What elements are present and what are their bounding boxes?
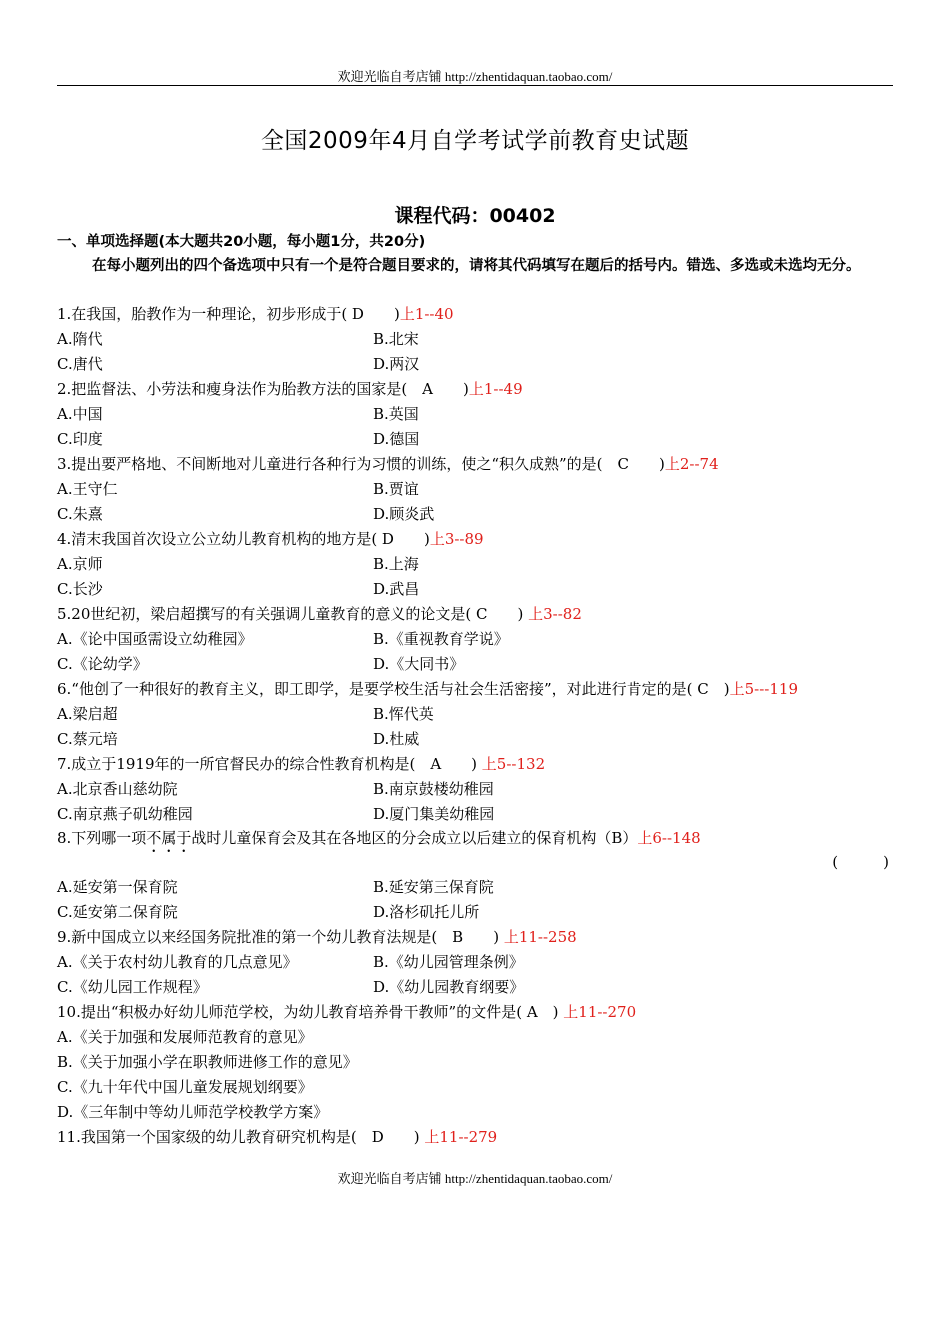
- option-c: C.《幼儿园工作规程》: [57, 978, 208, 996]
- option-row: [57, 552, 893, 577]
- option-row: [57, 577, 893, 602]
- option-b: B.北宋: [373, 330, 419, 348]
- option-b: B.英国: [373, 405, 419, 423]
- question-1: [57, 302, 893, 327]
- option-a: A.延安第一保育院: [57, 878, 178, 896]
- option-c: C.《九十年代中国儿童发展规划纲要》: [57, 1078, 313, 1096]
- option-c: C.《论幼学》: [57, 655, 148, 673]
- question-stem: 10.提出“积极办好幼儿师范学校，为幼儿教育培养骨干教师”的文件是( A ): [57, 1003, 564, 1021]
- option-b: B.贾谊: [373, 480, 419, 498]
- option-row: [57, 502, 893, 527]
- option-c: C.朱熹: [57, 505, 103, 523]
- option-d: D.《大同书》: [373, 655, 465, 673]
- option-a: A.《关于加强和发展师范教育的意见》: [57, 1028, 313, 1046]
- page-reference: 上11--270: [563, 1003, 637, 1021]
- question-8: [57, 827, 893, 849]
- page-footer: 欢迎光临自考店铺 http://zhentidaquan.taobao.com/: [337, 1171, 613, 1186]
- course-code: 课程代码：00402: [394, 205, 556, 227]
- page-reference: 上1--49: [468, 380, 523, 398]
- option-d: D.杜威: [373, 730, 420, 748]
- question-stem: 战时儿童保育会及其在各地区的分会成立以后建立的保育机构（B）: [191, 829, 638, 847]
- option-d: D.武昌: [373, 580, 420, 598]
- page-reference: 上11--258: [503, 928, 577, 946]
- question-4: [57, 527, 893, 552]
- question-6: [57, 677, 893, 702]
- emphasized-text: 不属于: [146, 829, 192, 847]
- option-b: B.《关于加强小学在职教师进修工作的意见》: [57, 1053, 358, 1071]
- option-row: [57, 727, 893, 752]
- question-stem: 6.“他创了一种很好的教育主义，即工即学，是要学校生活与社会生活密接”，对此进行肯定的是( C ): [57, 680, 730, 698]
- question-stem: 5.20世纪初，梁启超撰写的有关强调儿童教育的意义的论文是( C ): [57, 605, 529, 623]
- page-reference: 上5--132: [481, 755, 546, 773]
- question-stem: 9.新中国成立以来经国务院批准的第一个幼儿教育法规是( B ): [57, 928, 504, 946]
- question-stem: 11.我国第一个国家级的幼儿教育研究机构是( D ): [57, 1128, 425, 1146]
- question-5: [57, 602, 893, 627]
- question-2: [57, 377, 893, 402]
- page-reference: 上1--40: [399, 305, 454, 323]
- option-row: [57, 802, 893, 827]
- option-b: B.恽代英: [373, 705, 434, 723]
- option-d: D.《三年制中等幼儿师范学校教学方案》: [57, 1103, 329, 1121]
- question-3: [57, 452, 893, 477]
- option-a: A.《论中国亟需设立幼稚园》: [57, 630, 253, 648]
- option-row: [57, 900, 893, 925]
- page-reference: 上2--74: [664, 455, 719, 473]
- page-reference: 上5---119: [729, 680, 798, 698]
- option-c: C.印度: [57, 430, 103, 448]
- question-7: [57, 752, 893, 777]
- option-d: D.德国: [373, 430, 420, 448]
- option-row: [57, 875, 893, 900]
- option-d: D.《幼儿园教育纲要》: [373, 978, 525, 996]
- option-a: A.中国: [57, 405, 103, 423]
- question-stem: 1.在我国，胎教作为一种理论，初步形成于( D ): [57, 305, 400, 323]
- option-a: A.隋代: [57, 330, 103, 348]
- option-a: A.北京香山慈幼院: [57, 780, 178, 798]
- option-row: [57, 402, 893, 427]
- option-d: D.洛杉矶托儿所: [373, 903, 480, 921]
- option-b: B.《幼儿园管理条例》: [373, 953, 524, 971]
- question-11: [57, 1125, 893, 1150]
- option-c: C.蔡元培: [57, 730, 118, 748]
- option-b: B.南京鼓楼幼稚园: [373, 780, 494, 798]
- question-stem: 8.下列哪一项: [57, 829, 147, 847]
- option-row: [57, 327, 893, 352]
- page-reference: 上11--279: [424, 1128, 498, 1146]
- header-rule: [57, 85, 893, 86]
- page-header: 欢迎光临自考店铺 http://zhentidaquan.taobao.com/: [337, 69, 613, 84]
- option-a: A.《关于农村幼儿教育的几点意见》: [57, 953, 298, 971]
- option-b: B.上海: [373, 555, 419, 573]
- question-stem: 7.成立于1919年的一所官督民办的综合性教育机构是( A ): [57, 755, 482, 773]
- option-a: A.王守仁: [57, 480, 118, 498]
- answer-bracket: ( ): [832, 853, 889, 871]
- page-reference: 上3--82: [528, 605, 582, 623]
- option-b: B.延安第三保育院: [373, 878, 494, 896]
- option-row: [57, 477, 893, 502]
- question-stem: 4.清末我国首次设立公立幼儿教育机构的地方是( D ): [57, 530, 430, 548]
- option-c: C.唐代: [57, 355, 103, 373]
- section-heading: 一、单项选择题(本大题共20小题，每小题1分，共20分): [57, 234, 426, 250]
- option-c: C.长沙: [57, 580, 103, 598]
- option-a: A.京师: [57, 555, 103, 573]
- option-row: [57, 352, 893, 377]
- option-row: [57, 777, 893, 802]
- option-row: [57, 652, 893, 677]
- option-b: B.《重视教育学说》: [373, 630, 509, 648]
- question-list: [57, 302, 893, 1150]
- option-a: A.梁启超: [57, 705, 118, 723]
- exam-title: 全国2009年4月自学考试学前教育史试题: [260, 128, 690, 154]
- option-d: D.顾炎武: [373, 505, 435, 523]
- option-c: C.延安第二保育院: [57, 903, 178, 921]
- option-row: [57, 702, 893, 727]
- question-10: [57, 1000, 893, 1025]
- option-c: C.南京燕子矶幼稚园: [57, 805, 193, 823]
- option-d: D.两汉: [373, 355, 420, 373]
- option-row: [57, 427, 893, 452]
- question-stem: 3.提出要严格地、不间断地对儿童进行各种行为习惯的训练，使之“积久成熟”的是( C ): [57, 455, 665, 473]
- option-row: [57, 950, 893, 975]
- option-row: [57, 627, 893, 652]
- page-reference: 上3--89: [429, 530, 484, 548]
- option-d: D.厦门集美幼稚园: [373, 805, 495, 823]
- page-reference: 上6--148: [637, 829, 701, 847]
- question-stem: 2.把监督法、小劳法和瘦身法作为胎教方法的国家是( A ): [57, 380, 469, 398]
- question-9: [57, 925, 893, 950]
- option-row: [57, 975, 893, 1000]
- instructions: 在每小题列出的四个备选项中只有一个是符合题目要求的，请将其代码填写在题后的括号内。错选、多选或未选均无分。: [92, 258, 861, 274]
